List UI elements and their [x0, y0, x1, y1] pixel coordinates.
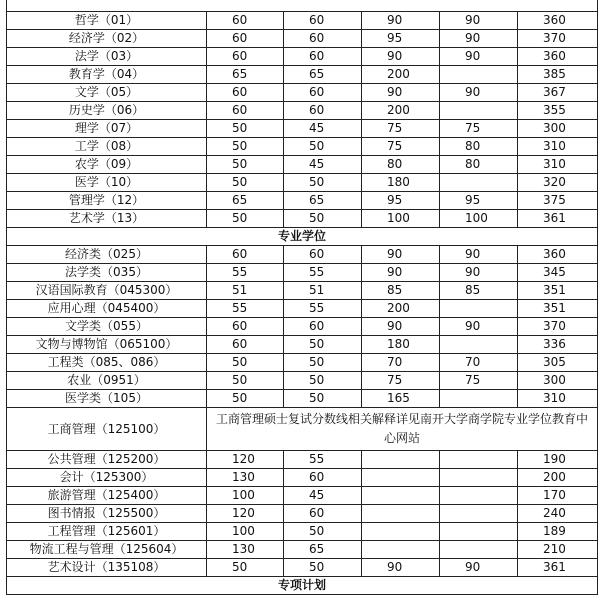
score-cell: [440, 102, 518, 120]
score-cell: 165: [362, 390, 440, 408]
table-row: [7, 390, 598, 408]
score-cell: 70: [362, 354, 440, 372]
header-cell: [7, 0, 598, 12]
score-cell: 170: [518, 487, 598, 505]
program-name-cell: 物流工程与管理（125604）: [7, 541, 207, 559]
score-cell: 51: [284, 282, 362, 300]
score-table-body: [7, 0, 598, 595]
program-name-cell: 图书情报（125500）: [7, 505, 207, 523]
score-cell: [362, 523, 440, 541]
program-name-cell: 经济学（02）: [7, 30, 207, 48]
score-cell: 55: [284, 300, 362, 318]
table-row: [7, 318, 598, 336]
program-name-cell: 文物与博物馆（065100）: [7, 336, 207, 354]
table-row: [7, 523, 598, 541]
score-cell: 50: [207, 174, 284, 192]
program-name-cell: 理学（07）: [7, 120, 207, 138]
score-cell: [440, 487, 518, 505]
score-cell: [362, 541, 440, 559]
score-cell: 55: [207, 300, 284, 318]
score-cell: 50: [207, 559, 284, 577]
table-row: [7, 48, 598, 66]
table-row: [7, 300, 598, 318]
score-cell: 75: [362, 120, 440, 138]
score-cell: 375: [518, 192, 598, 210]
program-name-cell: 法学类（035）: [7, 264, 207, 282]
score-cell: 100: [207, 523, 284, 541]
program-name-cell: 艺术学（13）: [7, 210, 207, 228]
score-cell: 300: [518, 120, 598, 138]
score-cell: 55: [284, 264, 362, 282]
score-cell: 120: [207, 505, 284, 523]
score-cell: 90: [362, 559, 440, 577]
score-cell: 80: [440, 138, 518, 156]
score-cell: 310: [518, 390, 598, 408]
mba-note-cell: 工商管理硕士复试分数线相关解释详见南开大学商学院专业学位教育中心网站: [207, 408, 598, 451]
score-cell: 50: [207, 372, 284, 390]
program-name-cell: 公共管理（125200）: [7, 451, 207, 469]
table-row: [7, 12, 598, 30]
score-cell: [440, 505, 518, 523]
program-name-cell: 应用心理（045400）: [7, 300, 207, 318]
score-cell: 60: [284, 102, 362, 120]
score-cell: 180: [362, 336, 440, 354]
score-cell: 305: [518, 354, 598, 372]
score-cell: 70: [440, 354, 518, 372]
score-cell: 60: [284, 246, 362, 264]
score-cell: 90: [440, 318, 518, 336]
score-cell: 360: [518, 48, 598, 66]
table-row: [7, 451, 598, 469]
score-cell: 360: [518, 12, 598, 30]
score-cell: 120: [207, 451, 284, 469]
score-cell: 50: [207, 138, 284, 156]
program-name-cell: 工学（08）: [7, 138, 207, 156]
table-row: [7, 469, 598, 487]
score-cell: 85: [362, 282, 440, 300]
table-row: [7, 487, 598, 505]
score-cell: [440, 469, 518, 487]
score-cell: 90: [362, 48, 440, 66]
score-cell: 65: [284, 541, 362, 559]
score-cell: 100: [440, 210, 518, 228]
score-cell: 95: [440, 192, 518, 210]
table-row: [7, 102, 598, 120]
score-cell: 50: [207, 120, 284, 138]
score-cell: 336: [518, 336, 598, 354]
score-cell: 50: [207, 390, 284, 408]
score-cell: 355: [518, 102, 598, 120]
score-cell: 45: [284, 487, 362, 505]
program-name-cell: 法学（03）: [7, 48, 207, 66]
score-cell: 50: [284, 336, 362, 354]
score-cell: [362, 451, 440, 469]
score-cell: 60: [284, 12, 362, 30]
table-row: [7, 336, 598, 354]
score-cell: 90: [440, 246, 518, 264]
score-cell: 75: [440, 372, 518, 390]
program-name-cell: 旅游管理（125400）: [7, 487, 207, 505]
program-name-cell: 文学类（055）: [7, 318, 207, 336]
score-cell: 50: [207, 210, 284, 228]
program-name-cell: 经济类（025）: [7, 246, 207, 264]
score-cell: 50: [284, 210, 362, 228]
score-cell: 50: [284, 390, 362, 408]
score-cell: 75: [362, 138, 440, 156]
section-professional-degree: [7, 228, 598, 246]
score-cell: 361: [518, 559, 598, 577]
mba-row: [7, 408, 598, 451]
program-name-cell: 工商管理（125100）: [7, 408, 207, 451]
score-cell: 240: [518, 505, 598, 523]
score-cell: 90: [440, 48, 518, 66]
score-cell: 60: [207, 48, 284, 66]
program-name-cell: 会计（125300）: [7, 469, 207, 487]
score-cell: 385: [518, 66, 598, 84]
program-name-cell: 工程管理（125601）: [7, 523, 207, 541]
score-cell: 80: [440, 156, 518, 174]
program-name-cell: 历史学（06）: [7, 102, 207, 120]
table-row: [7, 66, 598, 84]
score-cell: 300: [518, 372, 598, 390]
score-cell: 351: [518, 282, 598, 300]
program-name-cell: 汉语国际教育（045300）: [7, 282, 207, 300]
score-cell: 90: [362, 246, 440, 264]
program-name-cell: 农业（0951）: [7, 372, 207, 390]
table-row: [7, 246, 598, 264]
score-cell: 80: [362, 156, 440, 174]
score-cell: 75: [440, 120, 518, 138]
program-name-cell: 医学类（105）: [7, 390, 207, 408]
score-cell: 95: [362, 30, 440, 48]
score-cell: 90: [362, 264, 440, 282]
score-cell: 200: [362, 102, 440, 120]
table-row: [7, 372, 598, 390]
score-cell: 50: [284, 138, 362, 156]
score-cell: 65: [207, 66, 284, 84]
table-row: [7, 174, 598, 192]
score-cell: 65: [284, 66, 362, 84]
score-cell: 95: [362, 192, 440, 210]
score-cell: 50: [284, 174, 362, 192]
score-cell: 200: [518, 469, 598, 487]
score-cell: 90: [440, 12, 518, 30]
score-cell: 65: [207, 192, 284, 210]
score-cell: 100: [362, 210, 440, 228]
score-cell: 130: [207, 469, 284, 487]
score-cell: 90: [440, 559, 518, 577]
score-cell: 200: [362, 300, 440, 318]
score-cell: 45: [284, 156, 362, 174]
score-cell: 50: [284, 523, 362, 541]
score-cell: [440, 174, 518, 192]
table-row: [7, 192, 598, 210]
score-cell: 55: [207, 264, 284, 282]
score-cell: [440, 66, 518, 84]
score-cell: 90: [440, 84, 518, 102]
section-special-plan: [7, 577, 598, 595]
score-cell: 210: [518, 541, 598, 559]
score-cell: [362, 487, 440, 505]
score-cell: 320: [518, 174, 598, 192]
score-cell: 310: [518, 156, 598, 174]
table-row: [7, 30, 598, 48]
program-name-cell: 文学（05）: [7, 84, 207, 102]
score-cell: 60: [207, 318, 284, 336]
score-cell: 90: [440, 264, 518, 282]
table-row: [7, 84, 598, 102]
table-row: [7, 505, 598, 523]
table-row: [7, 354, 598, 372]
score-cell: 370: [518, 318, 598, 336]
score-cell: 90: [362, 84, 440, 102]
table-row: [7, 264, 598, 282]
score-cell: 50: [207, 156, 284, 174]
score-cell: 45: [284, 120, 362, 138]
score-cell: 60: [207, 12, 284, 30]
program-name-cell: 管理学（12）: [7, 192, 207, 210]
score-cell: [362, 469, 440, 487]
program-name-cell: 教育学（04）: [7, 66, 207, 84]
section-professional-degree-title: 专业学位: [7, 228, 598, 246]
program-name-cell: 哲学（01）: [7, 12, 207, 30]
score-cell: 100: [207, 487, 284, 505]
table-row: [7, 120, 598, 138]
score-cell: 60: [207, 84, 284, 102]
score-cell: [440, 541, 518, 559]
score-cell: 130: [207, 541, 284, 559]
table-row: [7, 559, 598, 577]
section-special-plan-title: 专项计划: [7, 577, 598, 595]
table-row: [7, 156, 598, 174]
score-cell: 60: [207, 102, 284, 120]
score-cell: 60: [284, 48, 362, 66]
score-cell: 361: [518, 210, 598, 228]
score-cell: 310: [518, 138, 598, 156]
score-cell: 60: [207, 336, 284, 354]
score-table: [6, 0, 598, 595]
score-cell: [362, 505, 440, 523]
program-name-cell: 工程类（085、086）: [7, 354, 207, 372]
score-cell: [440, 390, 518, 408]
score-cell: 189: [518, 523, 598, 541]
table-row: [7, 541, 598, 559]
score-cell: 85: [440, 282, 518, 300]
score-cell: 75: [362, 372, 440, 390]
score-cell: 90: [440, 30, 518, 48]
program-name-cell: 农学（09）: [7, 156, 207, 174]
score-cell: 60: [207, 30, 284, 48]
score-cell: 200: [362, 66, 440, 84]
table-row: [7, 138, 598, 156]
score-cell: [440, 451, 518, 469]
score-cell: 345: [518, 264, 598, 282]
score-cell: [440, 300, 518, 318]
score-cell: 60: [284, 505, 362, 523]
score-cell: 60: [284, 318, 362, 336]
score-cell: 351: [518, 300, 598, 318]
score-cell: 60: [284, 469, 362, 487]
score-cell: [440, 336, 518, 354]
score-cell: 50: [284, 372, 362, 390]
score-cell: 60: [284, 84, 362, 102]
score-cell: 50: [284, 559, 362, 577]
score-cell: 50: [207, 354, 284, 372]
score-cell: 360: [518, 246, 598, 264]
score-cell: 65: [284, 192, 362, 210]
score-cell: 90: [362, 318, 440, 336]
score-cell: 190: [518, 451, 598, 469]
score-cell: 90: [362, 12, 440, 30]
score-cell: [440, 523, 518, 541]
program-name-cell: 艺术设计（135108）: [7, 559, 207, 577]
score-cell: 367: [518, 84, 598, 102]
table-row: [7, 282, 598, 300]
score-cell: 370: [518, 30, 598, 48]
table-row: [7, 210, 598, 228]
score-cell: 60: [207, 246, 284, 264]
score-cell: 51: [207, 282, 284, 300]
score-cell: 50: [284, 354, 362, 372]
score-cell: 180: [362, 174, 440, 192]
header-row-partial: [7, 0, 598, 12]
program-name-cell: 医学（10）: [7, 174, 207, 192]
score-cell: 55: [284, 451, 362, 469]
score-cell: 60: [284, 30, 362, 48]
